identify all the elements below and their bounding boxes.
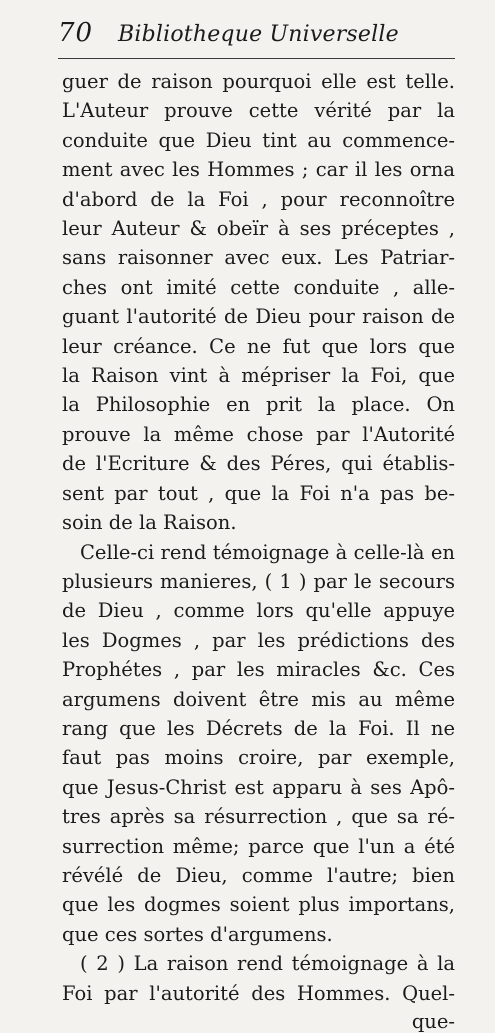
- text-line: soin de la Raison.: [62, 511, 237, 535]
- text-line: tres après sa résurrection , que sa ré-: [62, 805, 455, 829]
- text-line: conduite que Dieu tint au commence-: [62, 128, 455, 152]
- text-line: sans raisonner avec eux. Les Patriar-: [62, 246, 455, 270]
- text-line: la Philosophie en prit la place. On: [62, 393, 455, 417]
- text-line: ment avec les Hommes ; car il les orna: [62, 158, 455, 182]
- text-line: argumens doivent être mis au même: [62, 687, 455, 711]
- text-line: leur Auteur & obeïr à ses préceptes ,: [62, 217, 455, 241]
- text-line: faut pas moins croire, par exemple,: [62, 746, 455, 770]
- text-line: L'Auteur prouve cette vérité par la: [62, 99, 455, 123]
- text-line: rang que les Décrets de la Foi. Il ne: [62, 716, 455, 740]
- text-line: Foi par l'autorité des Hommes. Quel-: [62, 981, 455, 1005]
- text-line: les Dogmes , par les prédictions des: [62, 628, 455, 652]
- text-line: surrection même; parce que l'un a été: [62, 834, 455, 858]
- text-line: de Dieu , comme lors qu'elle appuye: [62, 599, 455, 623]
- text-line: guant l'autorité de Dieu pour raison de: [62, 305, 455, 329]
- text-line: que ces sortes d'argumens.: [62, 922, 333, 946]
- text-line: ches ont imité cette conduite , alle-: [62, 275, 455, 299]
- body-text: [62, 67, 455, 1008]
- text-line: guer de raison pourquoi elle est telle.: [62, 70, 455, 93]
- running-title: Bibliotheque Universelle: [118, 22, 399, 47]
- text-line: ( 2 ) La raison rend témoignage à la: [80, 952, 455, 976]
- text-line: de l'Ecriture & des Péres, qui établis-: [62, 452, 455, 476]
- text-line: plusieurs manieres, ( 1 ) par le secours: [62, 569, 455, 593]
- catchword: que-: [411, 1010, 455, 1033]
- text-line: leur créance. Ce ne fut que lors que: [62, 334, 455, 358]
- catchword-row: [62, 1010, 455, 1033]
- text-line: révélé de Dieu, comme l'autre; bien: [62, 863, 455, 887]
- text-line: la Raison vint à mépriser la Foi, que: [62, 364, 455, 388]
- text-line: que les dogmes soient plus importans,: [62, 893, 455, 917]
- text-line: que Jesus-Christ est apparu à ses Apô-: [62, 775, 455, 799]
- text-line: sent par tout , que la Foi n'a pas be-: [62, 481, 455, 505]
- text-line: prouve la même chose par l'Autorité: [62, 422, 455, 446]
- text-line: Prophétes , par les miracles &c. Ces: [62, 658, 455, 682]
- page-number: 70: [58, 18, 94, 48]
- text-line: d'abord de la Foi , pour reconnoître: [62, 187, 455, 211]
- running-head: [58, 18, 455, 59]
- text-line: Celle-ci rend témoignage à celle-là en: [80, 540, 455, 564]
